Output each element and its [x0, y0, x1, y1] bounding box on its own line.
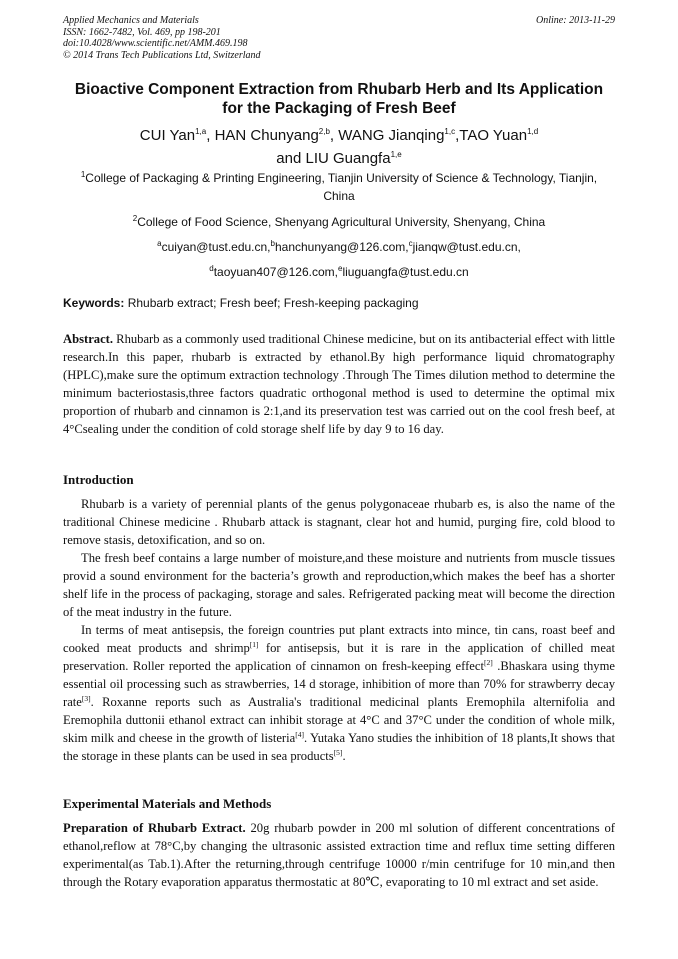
author-name: TAO Yuan: [459, 127, 528, 144]
affiliation-text: College of Packaging & Printing Engineering, Tianjin University of Science & Technology, Tianjin,: [85, 171, 598, 185]
email-address: hanchunyang@126.com,: [274, 240, 409, 254]
journal-name: Applied Mechanics and Materials: [63, 15, 199, 26]
affiliation-sup: 1: [80, 170, 86, 179]
author-name: HAN Chunyang: [214, 127, 319, 144]
author-sup: 1,a: [195, 127, 207, 136]
online-date: Online: 2013-11-29: [536, 15, 615, 26]
author-separator: ,: [455, 127, 460, 144]
author-sup: 1,e: [390, 149, 402, 159]
methods-body: [63, 819, 615, 891]
introduction-body: [63, 495, 615, 765]
issn-line: ISSN: 1662-7482, Vol. 469, pp 198-201: [63, 26, 221, 38]
citation-ref: [4]: [295, 730, 304, 739]
email-sup: b: [270, 239, 275, 248]
section-heading-introduction: Introduction: [63, 472, 134, 487]
author-name: and LIU Guangfa: [276, 149, 391, 167]
keywords-label: Keywords:: [63, 296, 125, 310]
email-sup: a: [157, 239, 162, 248]
email-address: liuguangfa@tust.edu.cn: [342, 265, 469, 279]
abstract-label: Abstract.: [63, 332, 114, 346]
author-separator: ,: [329, 127, 339, 144]
copyright-line: © 2014 Trans Tech Publications Ltd, Switzerland: [63, 49, 261, 61]
paragraph: The fresh beef contains a large number of moisture,and these moisture and nutrients from muscle tissues provid a sound environment for the bacteria’s growth and reproduction,which makes the beef has a shorter shelf life in the process of packaging, storage and sales. Refrigerated packing meat will become the direction of the meat industry in the future.: [63, 551, 615, 619]
email-sup: c: [408, 239, 413, 248]
email-line-2: [62, 261, 616, 280]
citation-ref: [2]: [483, 658, 493, 667]
keywords-text: Rhubarb extract; Fresh beef; Fresh-keeping packaging: [127, 296, 419, 310]
email-line-1: [62, 236, 616, 255]
citation-ref: [1]: [249, 640, 259, 649]
title-line-1: Bioactive Component Extraction from Rhubarb Herb and Its Application: [74, 81, 604, 98]
paragraph: 20g rhubarb powder in 200 ml solution of different concentrations of ethanol,reflow at 78°C,by changing the ultrasonic assisted extraction time and reflux time setting differen experimental(as Tab.1).After the returning,through centrifuge 10000 r/min centrifuge for 10 min,and then through the Rotary evaporation apparatus thermostatic at 80℃, evaporating to 10 ml extract and set aside.: [63, 821, 615, 889]
email-address: taoyuan407@126.com,: [213, 265, 338, 279]
citation-ref: [5]: [333, 748, 343, 757]
author-sup: 1,d: [527, 127, 539, 136]
journal-header: [63, 15, 615, 61]
email-address: jianqw@tust.edu.cn,: [412, 240, 521, 254]
citation-ref: [3]: [81, 694, 91, 703]
abstract: [63, 330, 615, 438]
affiliation-1: [62, 166, 616, 205]
author-name: CUI Yan: [139, 127, 196, 144]
email-sup: d: [209, 264, 214, 273]
section-heading-methods: Experimental Materials and Methods: [63, 796, 272, 811]
author-name: WANG Jianqing: [338, 127, 445, 144]
keywords: [63, 296, 615, 310]
doi-line: doi:10.4028/www.scientific.net/AMM.469.198: [63, 38, 248, 49]
abstract-text: Rhubarb as a commonly used traditional Chinese medicine, but on its antibacterial effect with little research.In this paper, rhubarb is extracted by ethanol.By high performance liquid chromatography (HPLC),make sure the optimum extraction technology .Through The Times dilution method to determine the minimum bacteriostasis,three factors quadratic orthogonal method is used to determine the optimal mix proportion of rhubarb and cinnamon is 2:1,and its preservation test was carried out on the cool fresh beef, at 4°Csealing under the condition of cold storage shelf life by day 9 to 16 day.: [63, 332, 616, 436]
affiliation-text: College of Food Science, Shenyang Agricultural University, Shenyang, China: [137, 215, 546, 229]
email-sup: e: [337, 264, 343, 273]
title-line-2: for the Packaging of Fresh Beef: [222, 100, 456, 117]
paper-title: [40, 80, 638, 118]
author-list: [40, 123, 638, 168]
paragraph: In terms of meat antisepsis, the foreign countries put plant extracts into mince, tin cans, roast beef and cooked meat products and shrimp[1] for antisepsis, but it is rare in the application of chilled meat preservation. Roller reported the application of cinnamon on fresh-keeping effect[2] .Bhaskara using thyme essential oil processing such as strawberries, 14 d storage, inhibition of more than 70% for strawberry decay rate[3]. Roxanne reports such as Australia's traditional medicinal plants Eremophila alternifolia and Eremophila duttonii ethanol extract can inhibit storage at 4°C and 37°C under the condition of whole milk, skim milk and cheese in the growth of listeria[4]. Yutaka Yano studies the inhibition of 18 plants,It shows that the storage in these plants can be used in sea products[5].: [63, 623, 615, 763]
author-sup: 1,c: [444, 127, 456, 136]
affiliation-2: [62, 210, 616, 231]
author-line-1: [40, 123, 638, 146]
author-separator: ,: [206, 127, 215, 144]
subsection-label: Preparation of Rhubarb Extract.: [63, 821, 246, 835]
author-sup: 2,b: [318, 127, 330, 136]
email-address: cuiyan@tust.edu.cn,: [161, 240, 271, 254]
author-line-2: [40, 146, 638, 169]
affiliation-sup: 2: [132, 214, 138, 223]
affiliation-text-cont: China: [323, 189, 355, 203]
paragraph: Rhubarb is a variety of perennial plants of the genus polygonaceae rhubarb es, is also the name of the traditional Chinese medicine . Rhubarb attack is stagnant, clear hot and humid, purging fire, cold blood to remove stasis, detoxification, and so on.: [63, 497, 615, 547]
